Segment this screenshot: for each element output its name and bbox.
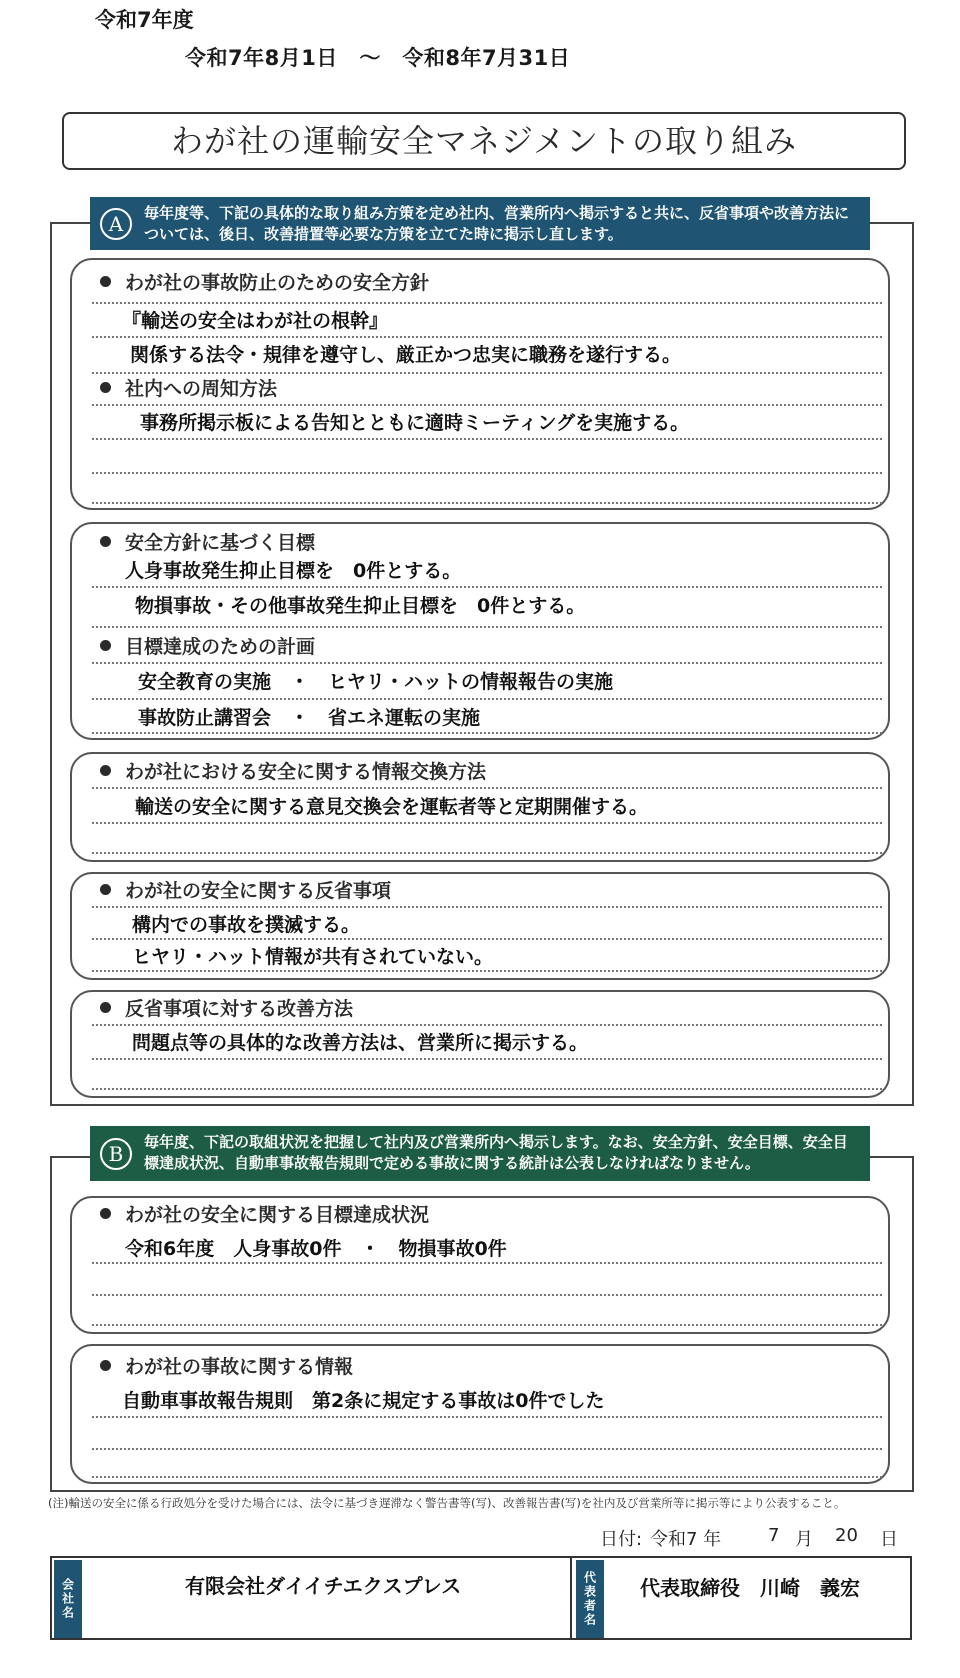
text-line: 関係する法令・規律を遵守し、厳正かつ忠実に職務を遂行する。 xyxy=(130,344,682,366)
heading-reflections: わが社の安全に関する反省事項 xyxy=(100,876,391,903)
bullet-icon xyxy=(100,884,111,895)
heading-info-exchange: わが社における安全に関する情報交換方法 xyxy=(100,757,486,784)
date-era-year: 令和7 年 xyxy=(650,1529,722,1550)
representative-name: 代表取締役 川崎 義宏 xyxy=(640,1576,860,1600)
company-name-label: 会社名 xyxy=(54,1560,82,1638)
date-day-unit: 日 xyxy=(880,1529,898,1550)
text-line: ヒヤリ・ハット情報が共有されていない。 xyxy=(132,946,494,968)
date-label: 日付: xyxy=(600,1529,643,1550)
bullet-icon xyxy=(100,1208,111,1219)
text-line: 『輸送の安全はわが社の根幹』 xyxy=(122,310,389,332)
text-line: 問題点等の具体的な改善方法は、営業所に掲示する。 xyxy=(132,1032,589,1054)
bullet-icon xyxy=(100,276,111,287)
heading-target-status: わが社の安全に関する目標達成状況 xyxy=(100,1200,429,1227)
fiscal-year: 令和7年度 xyxy=(95,8,194,32)
text-line: 人身事故発生抑止目標を 0件とする。 xyxy=(125,560,462,582)
section-a-banner xyxy=(90,197,870,250)
text-line: 事故防止講習会 ・ 省エネ運転の実施 xyxy=(138,707,481,729)
heading-internal-notice: 社内への周知方法 xyxy=(100,374,277,401)
footnote: (注)輸送の安全に係る行政処分を受けた場合には、法令に基づき遅滞なく警告書等(写)、改善報告書(写)を社内及び営業所等に掲示等により公表すること。 xyxy=(48,1496,846,1510)
text-line: 事務所掲示板による告知とともに適時ミーティングを実施する。 xyxy=(140,412,690,434)
section-b-banner xyxy=(90,1126,870,1181)
bullet-icon xyxy=(100,1360,111,1371)
text-line: 構内での事故を撲滅する。 xyxy=(132,914,361,936)
date-day: 20 xyxy=(835,1525,858,1546)
text-line: 令和6年度 人身事故0件 ・ 物損事故0件 xyxy=(125,1238,507,1260)
bullet-icon xyxy=(100,382,111,393)
heading-safety-targets: 安全方針に基づく目標 xyxy=(100,528,315,555)
text-line: 輸送の安全に関する意見交換会を運転者等と定期開催する。 xyxy=(135,796,649,818)
text-line: 物損事故・その他事故発生抑止目標を 0件とする。 xyxy=(135,595,586,617)
signature-divider xyxy=(570,1558,572,1640)
heading-safety-policy: わが社の事故防止のための安全方針 xyxy=(100,268,429,295)
bullet-icon xyxy=(100,640,111,651)
signature-bottom-border xyxy=(50,1638,912,1640)
section-b-banner-text: 毎年度、下記の取組状況を把握して社内及び営業所内へ掲示します。なお、安全方針、安全目標、安全目標達成状況、自動車事故報告規則で定める事故に関する統計は公表しなければなりません。 xyxy=(144,1133,848,1172)
heading-target-plan: 目標達成のための計画 xyxy=(100,632,315,659)
bullet-icon xyxy=(100,536,111,547)
heading-improvements: 反省事項に対する改善方法 xyxy=(100,994,353,1021)
bullet-icon xyxy=(100,765,111,776)
signature-right-border xyxy=(910,1556,912,1640)
representative-label: 代表者名 xyxy=(576,1560,604,1638)
date-month-unit: 月 xyxy=(795,1529,813,1550)
section-a-banner-text: 毎年度等、下記の具体的な取り組み方策を定め社内、営業所内へ掲示すると共に、反省事項や改善方法については、後日、改善措置等必要な方策を立てた時に掲示し直します。 xyxy=(144,204,850,243)
bullet-icon xyxy=(100,1002,111,1013)
section-b-badge: B xyxy=(100,1138,132,1170)
page-title: わが社の運輸安全マネジメントの取り組み xyxy=(62,112,906,170)
date-month: 7 xyxy=(768,1525,780,1546)
text-line: 自動車事故報告規則 第2条に規定する事故は0件でした xyxy=(122,1390,605,1412)
heading-accident-info: わが社の事故に関する情報 xyxy=(100,1352,353,1379)
text-line: 安全教育の実施 ・ ヒヤリ・ハットの情報報告の実施 xyxy=(138,671,614,693)
section-a-badge: A xyxy=(100,208,132,240)
period: 令和7年8月1日 ～ 令和8年7月31日 xyxy=(185,46,571,70)
company-name: 有限会社ダイイチエクスプレス xyxy=(185,1574,462,1598)
